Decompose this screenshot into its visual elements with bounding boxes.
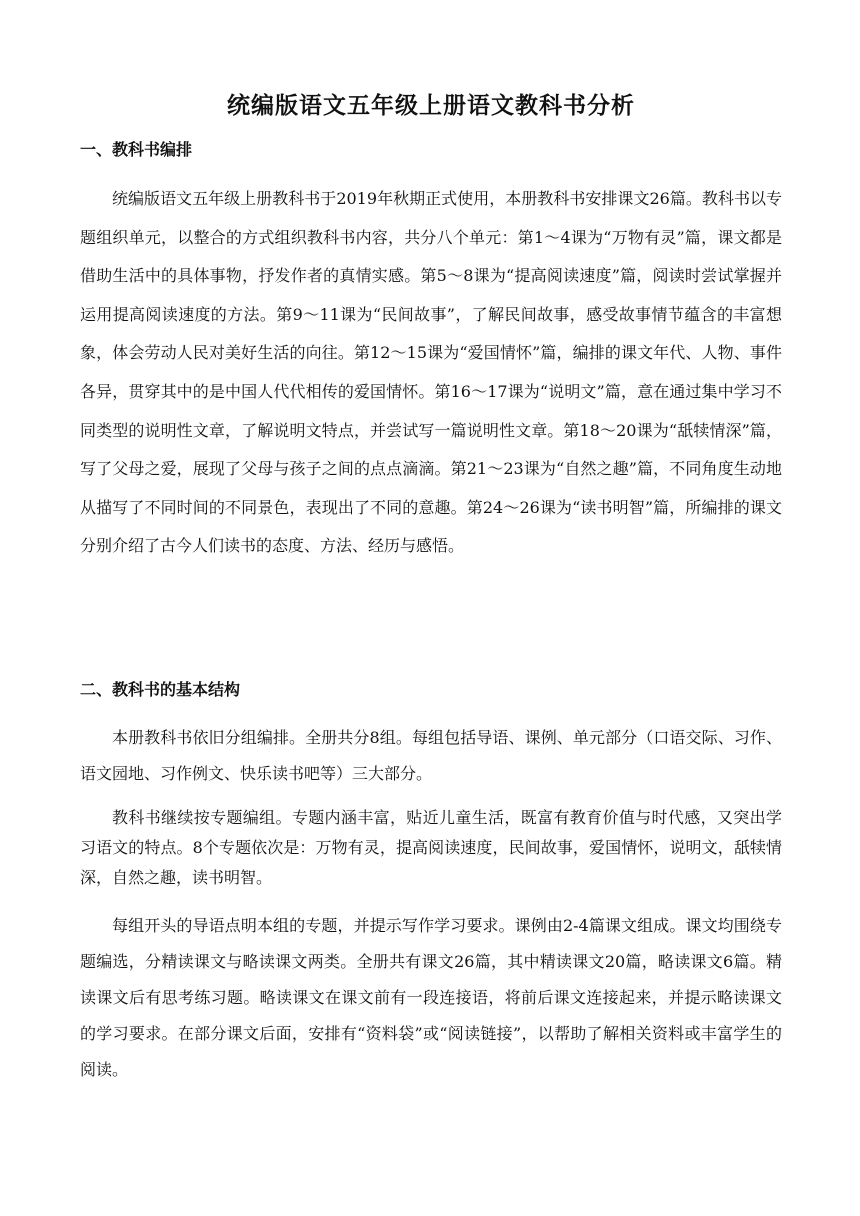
paragraph-lessons: 每组开头的导语点明本组的专题，并提示写作学习要求。课例由2-4篇课文组成。课文均围绕专题编选，分精读课文与略读课文两类。全册共有课文26篇，其中精读课文20篇，略读课文6篇。精读课文后有思考练习题。略读课文在课文前有一段连接语，将前后课文连接起来，并提示略读课文的学习要求。在部分课文后面，安排有“资料袋”或“阅读链接”，以帮助了解相关资料或丰富学生的阅读。 [80,916,782,1079]
page-title: 统编版语文五年级上册语文教科书分析 [227,92,635,119]
paragraph-themes: 教科书继续按专题编组。专题内涵丰富，贴近儿童生活，既富有教育价值与时代感，又突出学习语文的特点。8个专题依次是：万物有灵，提高阅读速度，民间故事，爱国情怀，说明文，舐犊情深，自然之趣，读书明智。 [80,808,782,887]
paragraph-layout-overview: 统编版语文五年级上册教科书于2019年秋期正式使用，本册教科书安排课文26篇。教科书以专题组织单元，以整合的方式组织教科书内容，共分八个单元：第1～4课为“万物有灵”篇，课文都是借助生活中的具体事物，抒发作者的真情实感。第5～8课为“提高阅读速度”篇，阅读时尝试掌握并运用提高阅读速度的方法。第9～11课为“民间故事”，了解民间故事，感受故事情节蕴含的丰富想象，体会劳动人民对美好生活的向往。第12～15课为“爱国情怀”篇，编排的课文年代、人物、事件各异，贯穿其中的是中国人代代相传的爱国情怀。第16～17课为“说明文”篇，意在通过集中学习不同类型的说明性文章，了解说明文特点，并尝试写一篇说明性文章。第18～20课为“舐犊情深”篇，写了父母之爱，展现了父母与孩子之间的点点滴滴。第21～23课为“自然之趣”篇，不同角度生动地从描写了不同时间的不同景色，表现出了不同的意趣。第24～26课为“读书明智”篇，所编排的课文分别介绍了古今人们读书的态度、方法、经历与感悟。 [80,189,782,556]
section-heading-layout: 一、教科书编排 [80,140,193,159]
paragraph-grouping: 本册教科书依旧分组编排。全册共分8组。每组包括导语、课例、单元部分（口语交际、习作、语文园地、习作例文、快乐读书吧等）三大部分。 [80,728,782,783]
section-heading-structure: 二、教科书的基本结构 [80,680,241,699]
